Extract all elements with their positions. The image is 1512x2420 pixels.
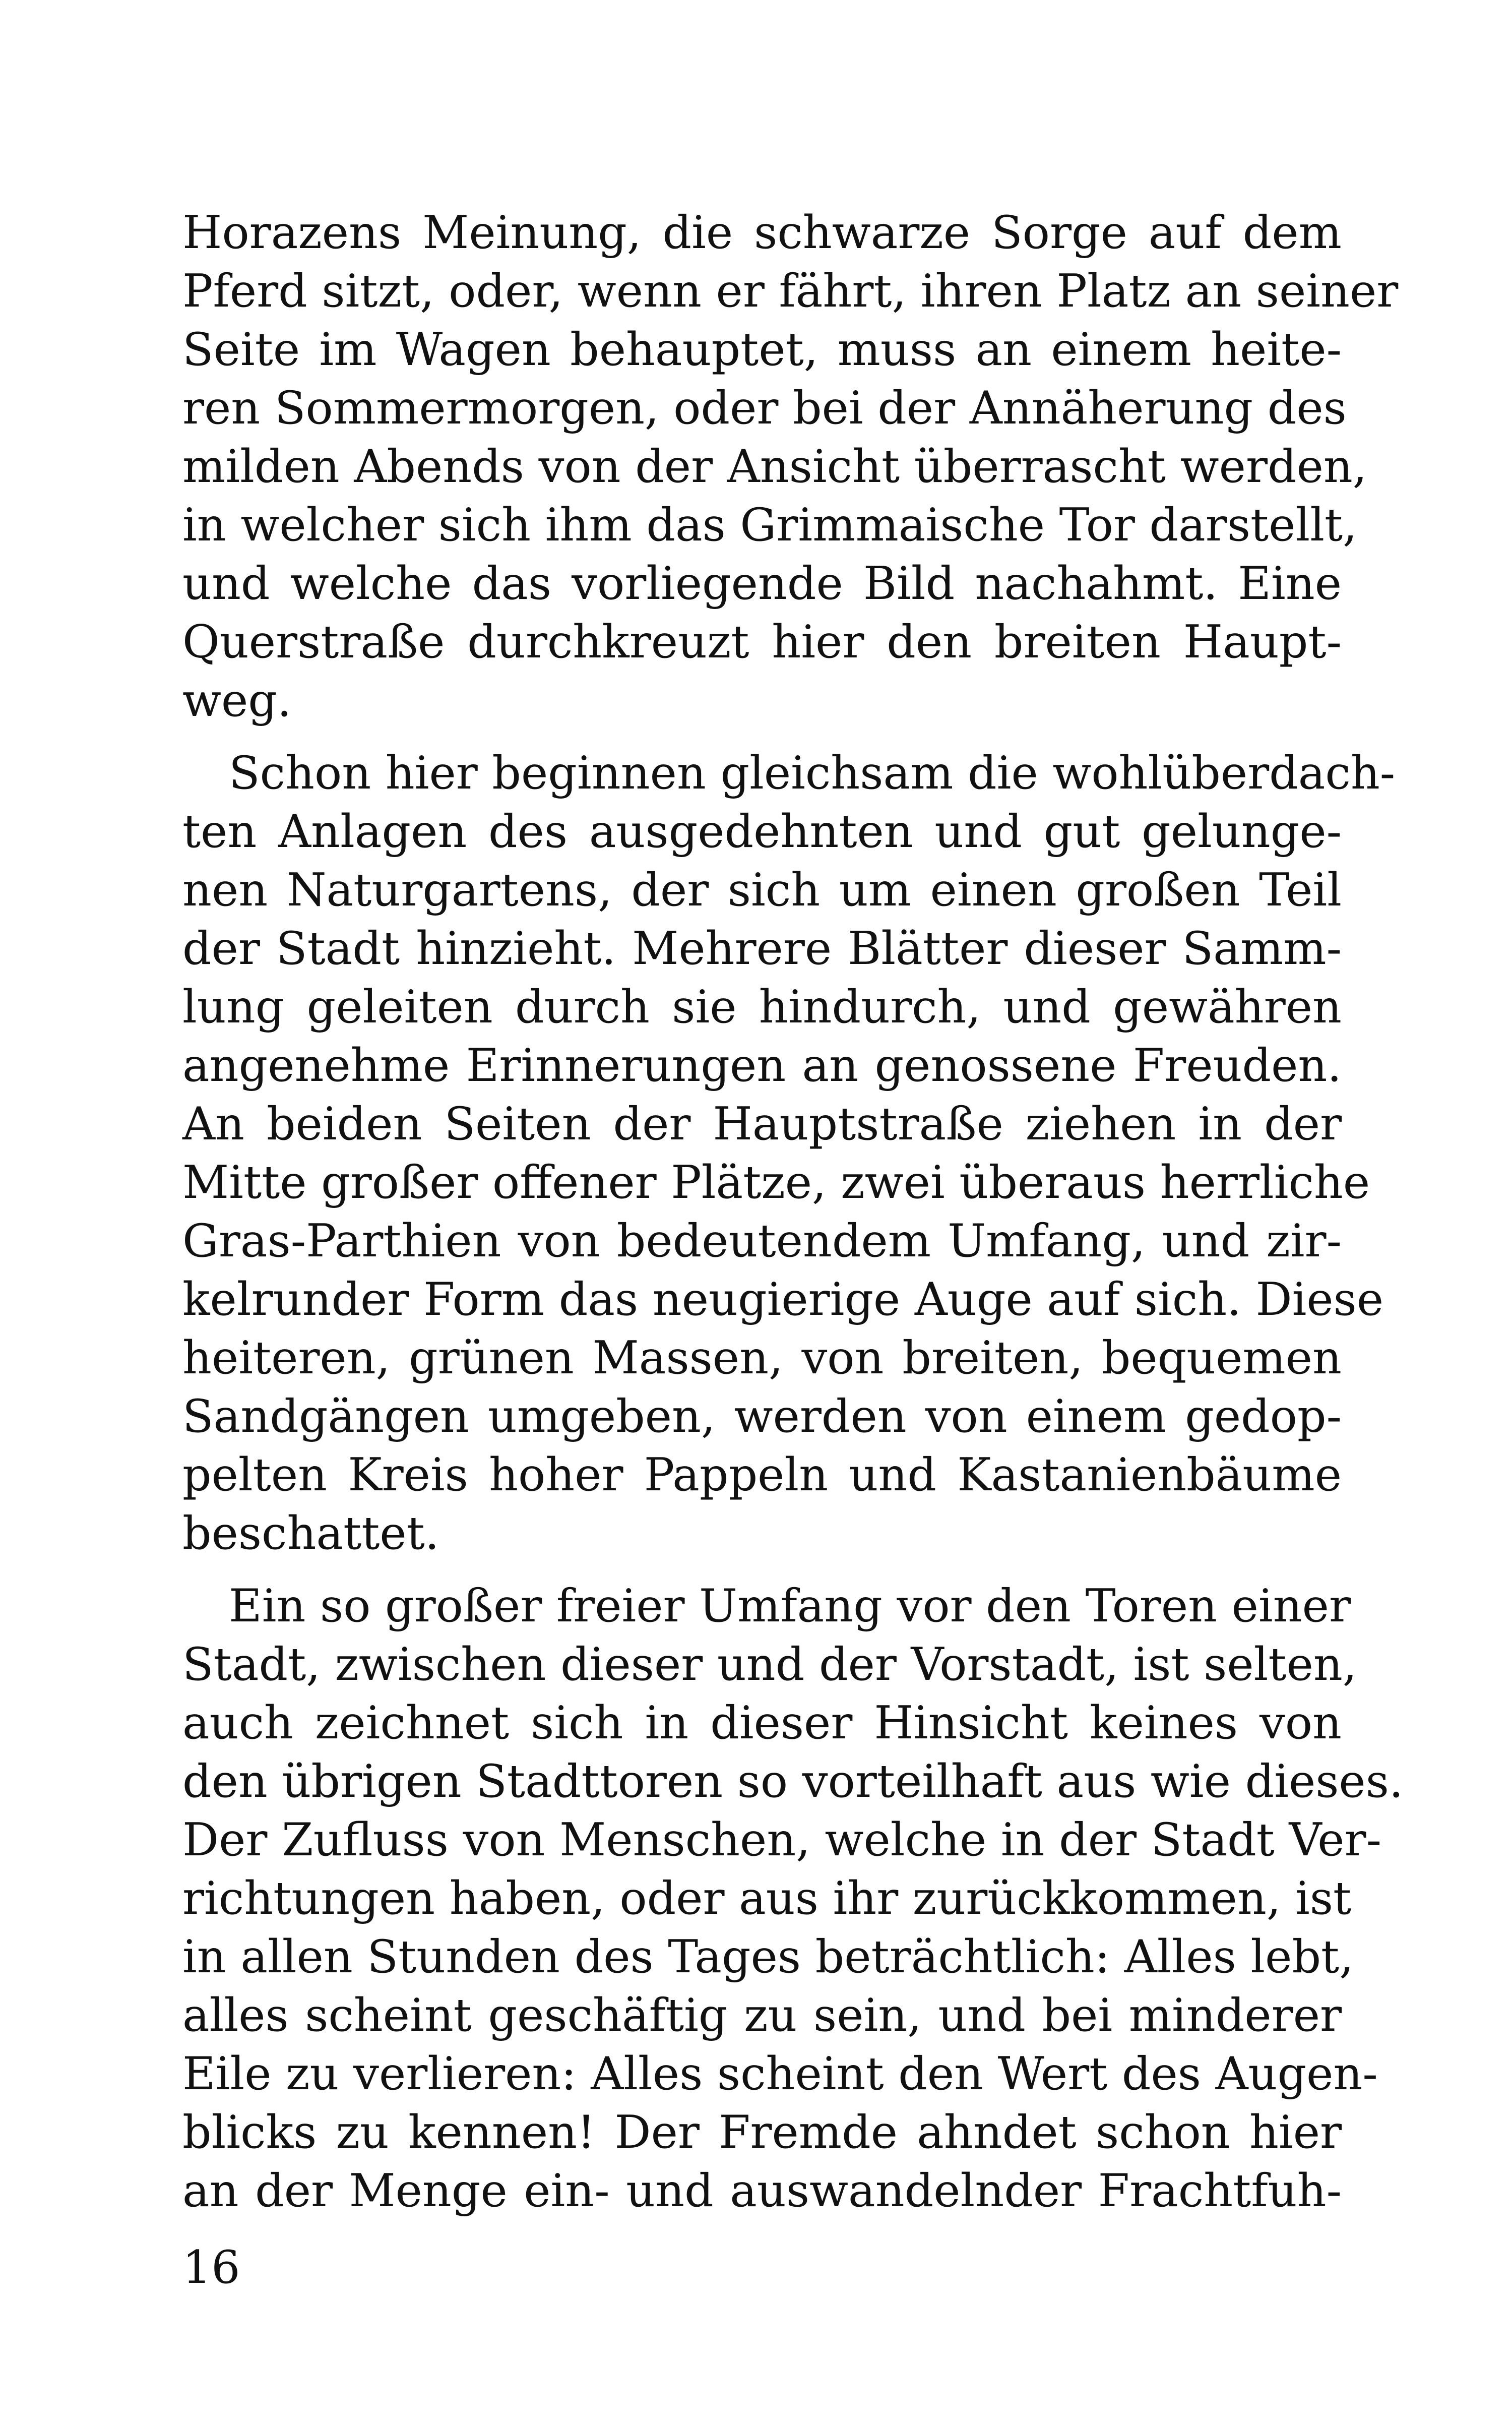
text-line: pelten Kreis hoher Pappeln und Kastanienbäume: [182, 1448, 1342, 1501]
text-line: An beiden Seiten der Hauptstraße ziehen in der: [182, 1098, 1342, 1151]
text-line: milden Abends von der Ansicht überrascht werden,: [182, 440, 1367, 493]
text-line: ren Sommermorgen, oder bei der Annäherung des: [182, 382, 1347, 435]
text-line: Gras-Parthien von bedeutendem Umfang, und zir-: [182, 1215, 1342, 1267]
text-line: lung geleiten durch sie hindurch, und gewähren: [182, 981, 1342, 1034]
text-line: Ein so großer freier Umfang vor den Toren einer: [229, 1580, 1351, 1632]
text-line: Horazens Meinung, die schwarze Sorge auf dem: [182, 206, 1342, 259]
text-line: Der Zufluss von Menschen, welche in der Stadt Ver-: [182, 1813, 1381, 1866]
text-line: Sandgängen umgeben, werden von einem gedop-: [182, 1390, 1342, 1443]
text-line: in allen Stunden des Tages beträchtlich: Alles lebt,: [182, 1930, 1354, 1983]
text-line: nen Naturgartens, der sich um einen großen Teil: [182, 864, 1342, 917]
text-line: Eile zu verlieren: Alles scheint den Wert des Augen-: [182, 2047, 1378, 2100]
text-line: weg.: [182, 674, 292, 727]
text-line: Stadt, zwischen dieser und der Vorstadt, ist selten,: [182, 1638, 1357, 1691]
text-line: alles scheint geschäftig zu sein, und bei minderer: [182, 1989, 1342, 2042]
text-line: der Stadt hinzieht. Mehrere Blätter dieser Samm-: [182, 922, 1342, 975]
text-line: und welche das vorliegende Bild nachahmt. Eine: [182, 557, 1342, 610]
text-line: heiteren, grünen Massen, von breiten, bequemen: [182, 1332, 1342, 1384]
text-line: Schon hier beginnen gleichsam die wohlüberdach-: [229, 747, 1396, 800]
paragraph-3: [182, 1577, 1404, 2220]
text-line: in welcher sich ihm das Grimmaische Tor darstellt,: [182, 499, 1357, 552]
text-line: an der Menge ein- und auswandelnder Frachtfuh-: [182, 2164, 1342, 2217]
text-line: blicks zu kennen! Der Fremde ahndet schon hier: [182, 2106, 1342, 2159]
text-line: den übrigen Stadttoren so vorteilhaft aus wie dieses.: [182, 1755, 1404, 1808]
text-line: beschattet.: [182, 1507, 439, 1560]
page-number: 16: [182, 2241, 240, 2294]
text-line: kelrunder Form das neugierige Auge auf sich. Diese: [182, 1273, 1384, 1326]
text-line: richtungen haben, oder aus ihr zurückkommen, ist: [182, 1872, 1352, 1925]
text-line: Seite im Wagen behauptet, muss an einem heite-: [182, 323, 1342, 376]
text-line: Querstraße durchkreuzt hier den breiten Haupt-: [182, 616, 1342, 669]
paragraph-2: [182, 744, 1396, 1563]
paragraph-1: [182, 204, 1399, 730]
text-line: Mitte großer offener Plätze, zwei überaus herrliche: [182, 1156, 1370, 1209]
body-text: [182, 204, 1404, 2220]
text-line: ten Anlagen des ausgedehnten und gut gelunge-: [182, 805, 1342, 858]
text-line: auch zeichnet sich in dieser Hinsicht keines von: [182, 1697, 1342, 1749]
text-line: angenehme Erinnerungen an genossene Freuden.: [182, 1039, 1342, 1092]
text-line: Pferd sitzt, oder, wenn er fährt, ihren Platz an seiner: [182, 265, 1399, 318]
